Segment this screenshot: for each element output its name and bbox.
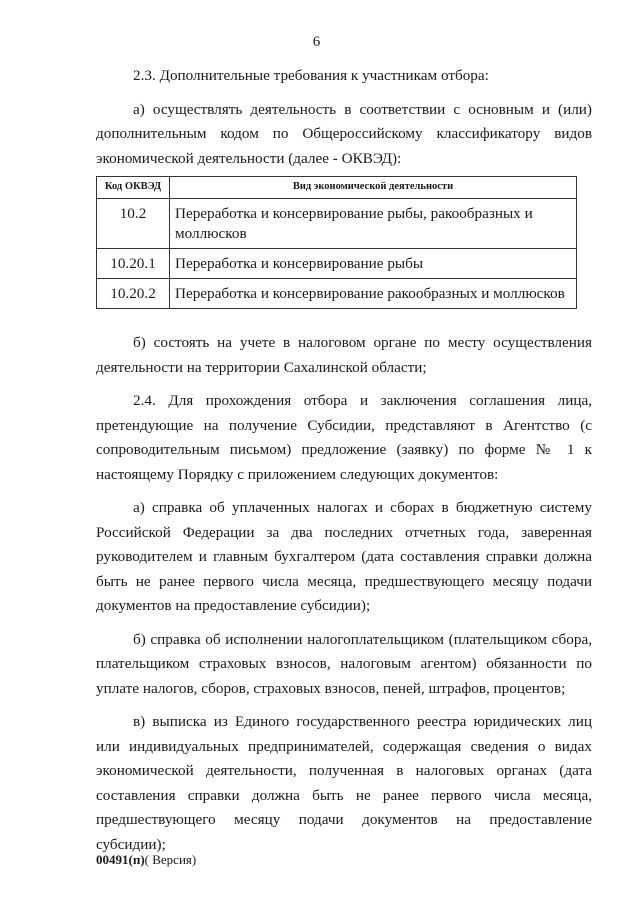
okved-activity-header: Вид экономической деятельности [170, 177, 577, 199]
section-2-4-paragraph: 2.4. Для прохождения отбора и заключения соглашения лица, претендующие на получение Субсидии, представляют в Агентство (с сопроводительным письмом) предложение (заявку) по форме № 1 к настоящему Порядку с приложением следующих документов: [96, 392, 592, 483]
paragraph-egrul-extract: в) выписка из Единого государственного реестра юридических лиц или индивидуальных предпринимателей, содержащая сведения о видах экономической деятельности, полученная в налоговых органах (дата составления справки должна быть не ранее первого числа месяца, предшествующего месяцу подачи документов на предоставление субсидии); [96, 713, 592, 853]
paragraph-tax-certificate: а) справка об уплаченных налогах и сборах в бюджетную систему Российской Федерации за два последних отчетных года, заверенная руководителем и главным бухгалтером (дата составления справки должна быть не ранее первого числа месяца, предшествующего месяцу подачи документов на предоставление субсидии); [96, 499, 592, 614]
okved-activity-cell: Переработка и консервирование рыбы, ракообразных и моллюсков [170, 199, 577, 249]
okved-code-cell: 10.20.1 [97, 249, 170, 279]
document-footer [96, 852, 196, 868]
okved-table-header-row [97, 177, 577, 199]
okved-code-cell: 10.2 [97, 199, 170, 249]
paragraph-tax-obligations-certificate: б) справка об исполнении налогоплательщиком (плательщиком сбора, плательщиком страховых взносов, налоговым агентом) обязанности по уплате налогов, сборов, страховых взносов, пеней, штрафов, процентов; [96, 630, 592, 697]
okved-activity-cell: Переработка и консервирование рыбы [170, 249, 577, 279]
table-row [97, 249, 577, 279]
paragraph-tax-registration: б) состоять на учете в налоговом органе по месту осуществления деятельности на территории Сахалинской области; [96, 334, 592, 376]
paragraph-okved-requirement: а) осуществлять деятельность в соответствии с основным и (или) дополнительным кодом по Общероссийскому классификатору видов экономической деятельности (далее - ОКВЭД): [96, 100, 592, 167]
table-row [97, 199, 577, 249]
okved-table [96, 176, 577, 309]
table-row [97, 279, 577, 309]
section-2-3-heading: 2.3. Дополнительные требования к участникам отбора: [133, 67, 489, 84]
document-code: 00491(п) [96, 852, 145, 867]
document-version: ( Версия) [144, 852, 197, 867]
okved-code-header: Код ОКВЭД [97, 177, 170, 199]
okved-code-cell: 10.20.2 [97, 279, 170, 309]
okved-activity-cell: Переработка и консервирование ракообразных и моллюсков [170, 279, 577, 309]
page-number: 6 [312, 34, 321, 50]
document-body [96, 64, 592, 857]
